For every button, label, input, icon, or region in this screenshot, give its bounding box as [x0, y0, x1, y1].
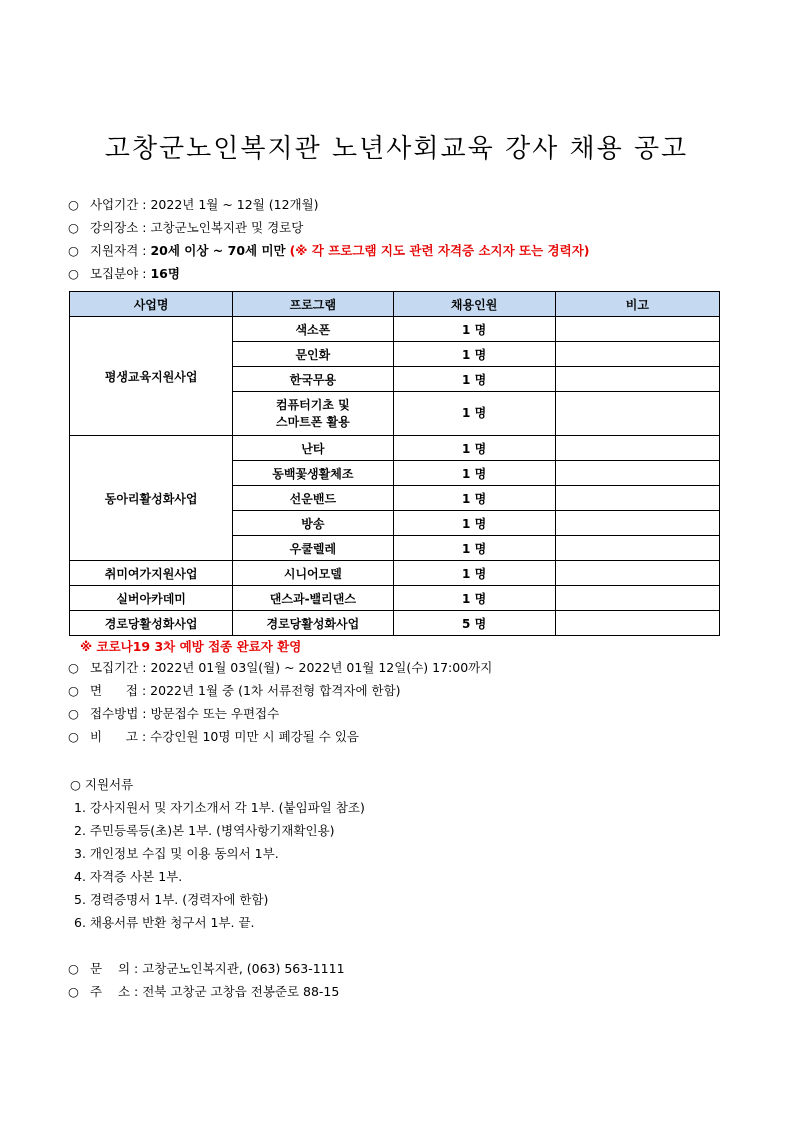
info-qualification: ○ 지원자격 : 20세 이상 ~ 70세 미만 (※ 각 프로그램 지도 관련 자격증 소지자 또는 경력자) [68, 243, 590, 258]
info-qualification-value: 20세 이상 ~ 70세 미만 [150, 243, 286, 258]
info-fields-value: 16명 [150, 266, 180, 281]
business-name: 취미여가지원사업 [70, 561, 233, 586]
covid-note: ※ 코로나19 3차 예방 접종 완료자 환영 [80, 639, 302, 654]
info-period-label: 사업기간 [89, 197, 139, 212]
hire-count: 5 명 [393, 611, 555, 636]
program-name: 한국무용 [233, 367, 393, 392]
program-name: 방송 [233, 511, 393, 536]
note-cell [555, 611, 719, 636]
hire-count: 1 명 [393, 461, 555, 486]
document-item: 5. 경력증명서 1부. (경력자에 한함) [74, 892, 269, 907]
document-item: 3. 개인정보 수집 및 이용 동의서 1부. [74, 846, 279, 861]
page-title: 고창군노인복지관 노년사회교육 강사 채용 공고 [104, 134, 689, 164]
hire-count: 1 명 [393, 561, 555, 586]
contact-inquiry-value: 고창군노인복지관, (063) 563-1111 [142, 961, 345, 976]
table-row [70, 436, 720, 461]
schedule-recruit-value: 2022년 01월 03일(월) ~ 2022년 01월 12일(수) 17:00까지 [150, 660, 493, 675]
program-name: 색소폰 [233, 317, 393, 342]
note-cell [555, 342, 719, 367]
recruitment-table [69, 291, 720, 636]
program-name: 난타 [233, 436, 393, 461]
schedule-remarks: ○ 비 고 : 수강인원 10명 미만 시 폐강될 수 있음 [68, 729, 359, 744]
table-row [70, 561, 720, 586]
note-cell [555, 536, 719, 561]
note-cell [555, 367, 719, 392]
info-place-value: 고창군노인복지관 및 경로당 [150, 220, 304, 235]
program-name: 컴퓨터기초 및 스마트폰 활용 [233, 392, 393, 436]
info-place-label: 강의장소 [89, 220, 139, 235]
table-header-row [70, 292, 720, 317]
program-name: 우쿨렐레 [233, 536, 393, 561]
contact-inquiry: ○ 문 의 : 고창군노인복지관, (063) 563-1111 [68, 961, 345, 976]
business-name: 평생교육지원사업 [70, 317, 233, 436]
schedule-interview: ○ 면 접 : 2022년 1월 중 (1차 서류전형 합격자에 한함) [68, 683, 401, 698]
hire-count: 1 명 [393, 536, 555, 561]
hire-count: 1 명 [393, 511, 555, 536]
program-name: 문인화 [233, 342, 393, 367]
schedule-interview-value: 2022년 1월 중 (1차 서류전형 합격자에 한함) [150, 683, 401, 698]
schedule-remarks-value: 수강인원 10명 미만 시 폐강될 수 있음 [150, 729, 359, 744]
program-name: 시니어모델 [233, 561, 393, 586]
business-name: 경로당활성화사업 [70, 611, 233, 636]
info-qualification-label: 지원자격 [89, 243, 139, 258]
contact-address: ○ 주 소 : 전북 고창군 고창읍 전봉준로 88-15 [68, 984, 340, 999]
schedule-method-value: 방문접수 또는 우편접수 [150, 706, 280, 721]
documents-heading: ○ 지원서류 [70, 777, 134, 792]
document-item: 6. 채용서류 반환 청구서 1부. 끝. [74, 915, 255, 930]
note-cell [555, 586, 719, 611]
info-qualification-note: (※ 각 프로그램 지도 관련 자격증 소지자 또는 경력자) [289, 243, 590, 258]
document-item: 1. 강사지원서 및 자기소개서 각 1부. (붙임파일 참조) [74, 800, 365, 815]
program-name: 선운밴드 [233, 486, 393, 511]
hire-count: 1 명 [393, 392, 555, 436]
business-name: 동아리활성화사업 [70, 436, 233, 561]
header-note: 비고 [555, 292, 719, 317]
hire-count: 1 명 [393, 367, 555, 392]
header-program: 프로그램 [233, 292, 393, 317]
info-place: ○ 강의장소 : 고창군노인복지관 및 경로당 [68, 220, 304, 235]
note-cell [555, 392, 719, 436]
program-name: 댄스과-밸리댄스 [233, 586, 393, 611]
hire-count: 1 명 [393, 486, 555, 511]
note-cell [555, 317, 719, 342]
contact-address-value: 전북 고창군 고창읍 전봉준로 88-15 [142, 984, 340, 999]
info-fields: ○ 모집분야 : 16명 [68, 266, 180, 281]
schedule-method: ○ 접수방법 : 방문접수 또는 우편접수 [68, 706, 280, 721]
program-name: 동백꽃생활체조 [233, 461, 393, 486]
note-cell [555, 461, 719, 486]
note-cell [555, 511, 719, 536]
hire-count: 1 명 [393, 586, 555, 611]
note-cell [555, 561, 719, 586]
hire-count: 1 명 [393, 317, 555, 342]
schedule-recruit: ○ 모집기간 : 2022년 01월 03일(월) ~ 2022년 01월 12일(수) 17:00까지 [68, 660, 493, 675]
info-period: ○ 사업기간 : 2022년 1월 ~ 12월 (12개월) [68, 197, 319, 212]
note-cell [555, 436, 719, 461]
program-name: 경로당활성화사업 [233, 611, 393, 636]
document-item: 2. 주민등록등(초)본 1부. (병역사항기재확인용) [74, 823, 335, 838]
table-row [70, 317, 720, 342]
info-fields-label: 모집분야 [89, 266, 139, 281]
hire-count: 1 명 [393, 342, 555, 367]
table-row [70, 586, 720, 611]
header-business: 사업명 [70, 292, 233, 317]
table-row [70, 611, 720, 636]
note-cell [555, 486, 719, 511]
hire-count: 1 명 [393, 436, 555, 461]
business-name: 실버아카데미 [70, 586, 233, 611]
document-item: 4. 자격증 사본 1부. [74, 869, 183, 884]
info-period-value: 2022년 1월 ~ 12월 (12개월) [150, 197, 319, 212]
header-count: 채용인원 [393, 292, 555, 317]
